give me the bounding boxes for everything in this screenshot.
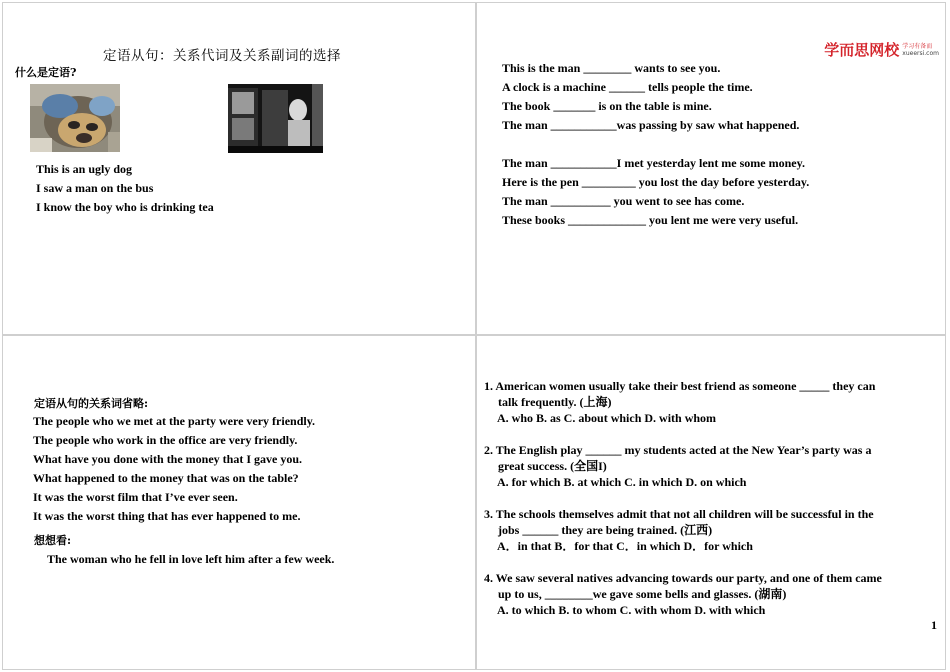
slide-2-line: The book _______ is on the table is mine. — [502, 99, 712, 113]
slide-3 — [2, 335, 476, 670]
logo-url: xueersi.com — [902, 49, 939, 57]
slide-2-line: The man ___________I met yesterday lent me some money. — [502, 156, 805, 170]
question-text-cont: jobs ______ they are being trained. (江西) — [498, 523, 713, 537]
question-text: 4. We saw several natives advancing towards our party, and one of them came — [484, 571, 882, 585]
question-text-cont: talk frequently. (上海) — [498, 395, 612, 409]
quiz-question — [484, 506, 874, 554]
quiz-question — [484, 378, 875, 426]
slide-3-line: What happened to the money that was on the table? — [33, 471, 299, 485]
slide-2-line: These books _____________ you lent me were very useful. — [502, 213, 799, 227]
slide-1-title: 定语从句：关系代词及关系副词的选择 — [103, 48, 341, 64]
quiz-question — [484, 442, 871, 490]
slide-1-line: I know the boy who is drinking tea — [36, 200, 214, 214]
slide-4 — [476, 335, 946, 670]
question-text-cont: great success. (全国I) — [498, 459, 607, 473]
slide-3-heading: 定语从句的关系词省略: — [34, 397, 149, 410]
question-options: A．in that B．for that C．in which D．for which — [497, 539, 753, 553]
slide-1 — [2, 2, 476, 335]
question-options: A. who B. as C. about which D. with whom — [497, 411, 717, 425]
slide-2-line: The man ___________was passing by saw what happened. — [502, 118, 800, 132]
slide-1-line: I saw a man on the bus — [36, 181, 154, 195]
slide-3-line: The people who work in the office are very friendly. — [33, 433, 298, 447]
question-text: 3. The schools themselves admit that not all children will be successful in the — [484, 507, 874, 521]
slide-3-think: 想想看: — [34, 534, 72, 547]
logo-slogan: 学习有备而 — [902, 42, 933, 50]
ugly-dog-image — [30, 84, 120, 152]
slide-3-line: It was the worst film that I’ve ever seen. — [33, 490, 238, 504]
slide-2-line: Here is the pen _________ you lost the day before yesterday. — [502, 175, 810, 189]
bus-photo-image — [228, 84, 323, 153]
slide-3-line: The people who we met at the party were very friendly. — [33, 414, 316, 428]
slide-1-question: 什么是定语? — [15, 66, 77, 79]
slide-2-line: This is the man ________ wants to see you. — [502, 61, 721, 75]
xueersi-logo — [824, 39, 939, 60]
slide-3-line: It was the worst thing that has ever happened to me. — [33, 509, 301, 523]
slide-2 — [476, 2, 946, 335]
question-text-cont: up to us, ________we gave some bells and glasses. (湖南) — [498, 587, 787, 601]
question-text: 1. American women usually take their best friend as someone _____ they can — [484, 379, 876, 393]
slide-1-line: This is an ugly dog — [36, 162, 133, 176]
question-options: A. for which B. at which C. in which D. on which — [497, 475, 747, 489]
logo-text: 学而思网校 — [824, 41, 900, 59]
slide-2-line: A clock is a machine ______ tells people the time. — [502, 80, 753, 94]
question-text: 2. The English play ______ my students acted at the New Year’s party was a — [484, 443, 872, 457]
quiz-question — [484, 570, 882, 618]
page-number: 1 — [931, 618, 937, 632]
question-options: A. to which B. to whom C. with whom D. with which — [497, 603, 766, 617]
slide-2-line: The man __________ you went to see has come. — [502, 194, 745, 208]
slide-3-example: The woman who he fell in love left him after a few week. — [47, 552, 335, 566]
slide-3-line: What have you done with the money that I gave you. — [33, 452, 303, 466]
